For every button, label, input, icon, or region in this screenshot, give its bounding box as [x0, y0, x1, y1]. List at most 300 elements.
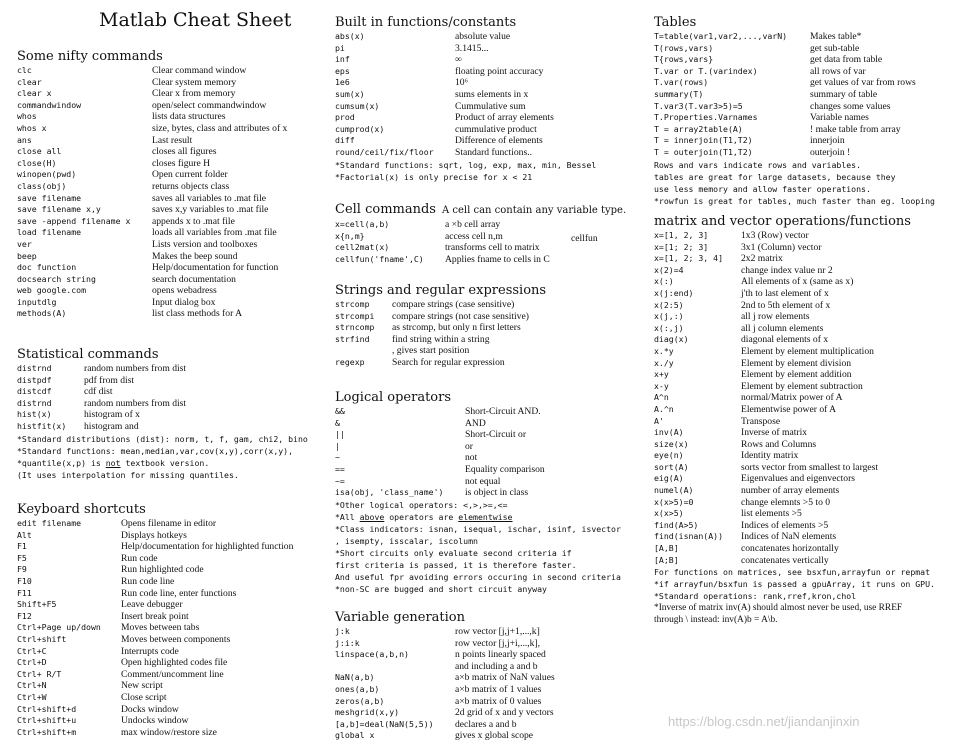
note-line: And useful fpr avoiding errors occuring in second criteria — [335, 571, 621, 582]
entry-command: isa(obj, 'class_name') — [335, 487, 444, 498]
entry-row — [17, 610, 189, 623]
note-line: use less memory and allow faster operations. — [654, 183, 871, 194]
entry-command: strcomp — [335, 299, 370, 309]
entry-command: T(rows,vars) — [654, 42, 714, 53]
entry-description: Interrupts code — [121, 645, 179, 657]
section-title: Cell commands A cell can contain any variable type. — [335, 202, 627, 217]
entry-description: a ×b cell array — [445, 219, 501, 230]
entry-description: Standard functions.. — [455, 146, 533, 158]
entry-command: ver — [17, 238, 32, 249]
entry-row — [17, 668, 224, 681]
entry-description: Run code line — [121, 575, 175, 587]
entry-command: eig(A) — [654, 473, 684, 484]
entry-row — [17, 680, 163, 692]
entry-command: diff — [335, 135, 355, 146]
entry-row — [17, 273, 236, 286]
section-builtin-functions — [335, 15, 596, 183]
entry-description: Run highlighted code — [121, 564, 204, 576]
entry-description: and including a and b — [455, 660, 538, 672]
entry-description: loads all variables from .mat file — [152, 227, 277, 239]
entry-row — [17, 134, 193, 147]
entry-description: Open current folder — [152, 169, 228, 181]
entry-description: Input dialog box — [152, 296, 216, 308]
entry-command: winopen(pwd) — [17, 169, 77, 180]
entry-description: Element by element subtraction — [741, 380, 863, 392]
entry-row — [654, 369, 935, 381]
entry-row — [17, 587, 237, 600]
entry-description: not equal — [465, 475, 501, 487]
note-line: *non-SC are bugged and short circuit anyway — [335, 583, 547, 594]
section-subtitle: A cell can contain any variable type. — [441, 205, 627, 216]
entry-description: change elemnts >5 to 0 — [741, 496, 831, 508]
entry-command: [A;B] — [654, 554, 679, 565]
entry-command: cumprod(x) — [335, 123, 385, 134]
entry-row — [17, 529, 187, 542]
entry-row — [654, 135, 935, 147]
entry-description: Applies fname to cells in C — [445, 253, 550, 265]
entry-command: T.var or T.(varindex) — [654, 65, 758, 76]
entry-command: Ctrl+D — [17, 657, 47, 668]
entry-command: edit filename — [17, 518, 82, 528]
entry-description: 3.1415... — [455, 42, 489, 54]
note-line: tables are great for large datasets, because they — [654, 171, 896, 182]
entry-command: distcdf — [17, 386, 52, 397]
entry-command: inv(A) — [654, 427, 684, 438]
entry-command: Ctrl+ R/T — [17, 668, 62, 679]
entry-row — [654, 147, 935, 159]
entry-command: NaN(a,b) — [335, 672, 375, 683]
entry-command: T.var(rows) — [654, 77, 709, 88]
entry-row — [335, 718, 517, 731]
entry-command: histfit(x) — [17, 420, 67, 431]
entry-description: diagonal elements of x — [741, 334, 829, 346]
entry-description: histogram and — [84, 420, 139, 432]
entry-row — [654, 392, 935, 404]
entry-row — [335, 406, 621, 418]
entry-row — [654, 89, 935, 101]
entry-row — [17, 633, 231, 646]
entry-row — [17, 398, 308, 410]
entry-command: x=cell(a,b) — [335, 219, 390, 229]
entry-command: save filename x,y — [17, 204, 101, 215]
entry-command: F5 — [17, 552, 27, 563]
entry-row — [17, 552, 158, 565]
entry-command: && — [335, 406, 345, 416]
entry-command: A' — [654, 415, 664, 426]
entry-row — [17, 657, 228, 669]
entry-description: size, bytes, class and attributes of x — [152, 122, 288, 134]
entry-description: Comment/uncomment line — [121, 668, 224, 680]
entry-description: all j row elements — [741, 311, 810, 323]
entry-description: compare strings (case sensitive) — [392, 299, 515, 310]
entry-description: returns objects class — [152, 180, 230, 192]
entry-row — [654, 112, 935, 124]
entry-description: is object in class — [465, 487, 529, 499]
entry-description: random numbers from dist — [84, 397, 187, 409]
entry-command: T = innerjoin(T1,T2) — [654, 135, 753, 146]
entry-description: Help/documentation for highlighted function — [121, 541, 294, 553]
entry-description: Element by element addition — [741, 369, 852, 381]
section-logical-operators — [335, 390, 621, 595]
entry-description: Last result — [152, 134, 193, 146]
entry-row — [17, 215, 235, 228]
entry-row — [17, 386, 308, 398]
entry-description: Short-Circuit or — [465, 429, 527, 441]
entry-description: Eigenvalues and eigenvectors — [741, 473, 856, 485]
entry-row — [654, 253, 935, 265]
entry-description: all rows of var — [810, 65, 866, 77]
entry-row — [654, 288, 935, 300]
entry-description: innerjoin — [810, 135, 845, 147]
entry-description: summary of table — [810, 88, 878, 100]
entry-row — [654, 230, 935, 242]
entry-description: 2d grid of x and y vectors — [455, 707, 554, 719]
entry-description: Equality comparison — [465, 463, 545, 475]
entry-description: row vector [j,j+i,...,k], — [455, 637, 541, 649]
entry-row — [335, 660, 538, 673]
entry-command: T = array2table(A) — [654, 123, 743, 134]
entry-row — [335, 418, 621, 430]
entry-description: list elements >5 — [741, 508, 802, 520]
entry-command: global x — [335, 730, 375, 741]
entry-command: x=[1; 2; 3] — [654, 241, 709, 252]
entry-description: declares a and b — [455, 718, 517, 730]
entry-row — [17, 421, 308, 433]
section-nifty-commands — [17, 49, 288, 320]
entry-command: Alt — [17, 529, 32, 540]
entry-row — [335, 135, 596, 147]
entry-description: a×b matrix of 1 values — [455, 683, 542, 695]
entry-row — [335, 43, 596, 55]
entry-row — [654, 531, 935, 543]
entry-description: Elementwise power of A — [741, 403, 837, 415]
entry-row — [17, 409, 308, 421]
entry-command: save -append filename x — [17, 215, 131, 226]
entry-command: T=table(var1,var2,...,varN) — [654, 31, 788, 41]
entry-row — [17, 363, 308, 375]
entry-description: sorts vector from smallest to largest — [741, 461, 879, 473]
entry-command: clear x — [17, 88, 52, 99]
entry-row — [654, 124, 935, 136]
entry-description: Opens filename in editor — [121, 518, 217, 529]
entry-description: Clear x from memory — [152, 88, 236, 100]
entry-row — [335, 101, 596, 113]
entry-command: x.*y — [654, 345, 674, 356]
entry-description: row vector [j,j+1,...,k] — [455, 626, 540, 637]
entry-description: floating point accuracy — [455, 65, 544, 77]
entry-command: numel(A) — [654, 485, 694, 496]
entry-command: x-y — [654, 380, 669, 391]
entry-row — [17, 375, 308, 387]
entry-command: zeros(a,b) — [335, 695, 385, 706]
entry-description: or — [465, 440, 473, 452]
note-line: first criteria is passed, it is therefore faster. — [335, 559, 577, 570]
entry-row — [17, 691, 167, 704]
section-title: Variable generation — [335, 610, 465, 625]
entry-row — [17, 122, 288, 135]
entry-row — [17, 180, 230, 193]
entry-row — [17, 146, 217, 158]
entry-command: class(obj) — [17, 180, 67, 191]
section-matrix-vector — [654, 214, 935, 626]
entry-description: 1x3 (Row) vector — [741, 230, 809, 241]
entry-row — [654, 508, 935, 520]
entry-command: j:i:k — [335, 637, 360, 648]
entry-description: Indices of NaN elements — [741, 531, 837, 543]
entry-description: Help/documentation for function — [152, 262, 279, 274]
entry-description: Undocks window — [121, 715, 189, 727]
entry-description: get sub-table — [810, 42, 860, 54]
entry-command: x(2)=4 — [654, 264, 684, 275]
entry-command: eye(n) — [654, 450, 684, 461]
entry-row — [17, 111, 226, 123]
entry-description: closes figure H — [152, 157, 211, 169]
entry-command: 1e6 — [335, 77, 350, 88]
entry-command: beep — [17, 250, 37, 261]
entry-description: histogram of x — [84, 409, 140, 421]
entry-description: absolute value — [455, 31, 511, 42]
entry-row — [17, 541, 294, 553]
entry-description: number of array elements — [741, 485, 840, 497]
note-line: (It uses interpolation for missing quantiles. — [17, 469, 239, 480]
section-title: Some nifty commands — [17, 49, 163, 64]
entry-command: & — [335, 417, 340, 428]
entry-row — [335, 299, 546, 311]
entry-command: prod — [335, 112, 355, 123]
entry-command: meshgrid(x,y) — [335, 707, 400, 718]
entry-row — [17, 296, 216, 309]
note-line: *Standard distributions (dist): norm, t, f, gam, chi2, bino — [17, 433, 308, 444]
entry-description: saves all variables to .mat file — [152, 192, 267, 204]
entry-description: Cummulative sum — [455, 100, 526, 112]
entry-row — [17, 250, 238, 263]
entry-command: round/ceil/fix/floor — [335, 146, 434, 157]
entry-description: normal/Matrix power of A — [741, 392, 843, 404]
entry-command: diag(x) — [654, 334, 689, 345]
entry-row — [335, 66, 596, 78]
entry-description: access cell n,m — [445, 230, 503, 242]
entry-command: close all — [17, 146, 62, 157]
entry-command: Ctrl+N — [17, 680, 47, 691]
entry-description: concatenates vertically — [741, 554, 829, 566]
entry-command: [a,b]=deal(NaN(5,5)) — [335, 718, 434, 729]
entry-row — [654, 43, 935, 55]
entry-row — [17, 285, 217, 297]
entry-description: saves x,y variables to .mat file — [152, 204, 269, 216]
entry-description: concatenates horizontally — [741, 543, 839, 555]
entry-row — [335, 683, 542, 696]
entry-command: cumsum(x) — [335, 100, 380, 111]
entry-row — [335, 124, 596, 136]
entry-description: opens webadress — [152, 285, 217, 297]
entry-row — [17, 65, 247, 77]
entry-row — [654, 497, 935, 509]
entry-description: Leave debugger — [121, 599, 183, 611]
entry-description: Close script — [121, 691, 167, 703]
entry-command: == — [335, 463, 345, 474]
entry-row — [17, 645, 179, 658]
entry-description: Product of array elements — [455, 112, 554, 124]
entry-row — [17, 169, 228, 181]
entry-description: Inverse of matrix — [741, 427, 808, 439]
entry-command: summary(T) — [654, 88, 704, 99]
entry-description: Open highlighted codes file — [121, 657, 228, 669]
entry-command: x{n,m} — [335, 230, 365, 241]
entry-row — [654, 450, 935, 462]
entry-description: all j column elements — [741, 322, 824, 334]
entry-command: hist(x) — [17, 409, 52, 420]
entry-description: change index value nr 2 — [741, 264, 833, 276]
entry-description: Indices of elements >5 — [741, 519, 829, 531]
entry-description: Insert break point — [121, 610, 189, 622]
entry-command: web google.com — [17, 285, 87, 296]
entry-command: eps — [335, 65, 350, 76]
entry-row — [654, 323, 935, 335]
entry-row — [654, 54, 935, 66]
entry-description: cdf dist — [84, 386, 113, 398]
note-line: *Class indicators: isnan, isequal, ischar, isinf, isvector — [335, 523, 621, 534]
entry-description: find string within a string — [392, 333, 490, 345]
entry-command: T = outerjoin(T1,T2) — [654, 146, 753, 157]
section-cell-commands — [335, 202, 626, 265]
section-tables — [654, 15, 935, 207]
entry-command: inputdlg — [17, 296, 57, 307]
entry-row — [654, 242, 935, 254]
entry-command: x(x>5) — [654, 508, 684, 519]
entry-command: sort(A) — [654, 461, 689, 472]
entry-description: gives x global scope — [455, 730, 534, 742]
entry-description: Makes the beep sound — [152, 250, 238, 262]
watermark-url: https://blog.csdn.net/jiandanjinxin — [668, 714, 860, 729]
entry-description: Lists version and toolboxes — [152, 238, 258, 250]
entry-command: x(:,j) — [654, 322, 684, 333]
entry-description: Difference of elements — [455, 135, 543, 147]
entry-row — [17, 575, 175, 588]
entry-command: ~= — [335, 475, 345, 486]
entry-command: F12 — [17, 610, 32, 621]
entry-description: outerjoin ! — [810, 146, 851, 158]
entry-row — [335, 452, 621, 464]
entry-command: x+y — [654, 369, 669, 380]
entry-description: appends x to .mat file — [152, 215, 235, 227]
entry-row — [335, 345, 546, 357]
cellfun-side-label: cellfun — [571, 233, 598, 244]
entry-row — [335, 89, 596, 101]
section-title: Tables — [654, 15, 697, 30]
entry-command: T.var3(T.var3>5)=5 — [654, 100, 743, 111]
entry-row — [654, 543, 935, 555]
entry-command: save filename — [17, 192, 82, 203]
entry-row — [654, 462, 935, 474]
entry-command: distrnd — [17, 363, 52, 373]
entry-command: whos — [17, 111, 37, 122]
entry-command: cellfun('fname',C) — [335, 253, 424, 264]
entry-command: find(A>5) — [654, 519, 699, 530]
entry-description: sums elements in x — [455, 88, 529, 100]
note-line: Rows and vars indicate rows and variables. — [654, 159, 862, 170]
note-line: *All above operators are elementwise — [335, 511, 513, 522]
entry-row — [17, 703, 179, 716]
entry-command: Ctrl+shift+u — [17, 715, 77, 726]
entry-command: x(:) — [654, 276, 674, 287]
entry-row — [654, 404, 935, 416]
entry-description: Element by element multiplication — [741, 345, 874, 357]
entry-command: abs(x) — [335, 31, 365, 41]
entry-row — [17, 192, 267, 205]
entry-command: strcompi — [335, 310, 375, 321]
entry-description: Rows and Columns — [741, 438, 817, 450]
entry-row — [17, 564, 204, 576]
note-line: *Inverse of matrix inv(A) should almost never be used, use RREF — [654, 603, 903, 614]
entry-command: Ctrl+shift+d — [17, 703, 77, 714]
section-strings — [335, 283, 546, 369]
section-title: Logical operators — [335, 390, 452, 405]
entry-row — [335, 637, 541, 650]
entry-row — [17, 238, 258, 251]
entry-command: [A,B] — [654, 543, 679, 554]
note-line: *quantile(x,p) is not textbook version. — [17, 457, 210, 468]
entry-description: Variable names — [810, 112, 869, 124]
entry-row — [654, 358, 935, 370]
entry-command: load filename — [17, 227, 82, 238]
entry-row — [17, 76, 237, 89]
entry-row — [17, 204, 269, 216]
entry-description: All elements of x (same as x) — [741, 276, 854, 288]
entry-row — [335, 707, 554, 719]
entry-command: cell2mat(x) — [335, 242, 390, 253]
note-line: *Standard operations: rank,rref,kron,chol — [654, 591, 857, 602]
entry-description: open/select commandwindow — [152, 99, 267, 111]
entry-description: ! make table from array — [810, 123, 901, 135]
entry-description: Run code — [121, 552, 158, 564]
entry-command: Shift+F5 — [17, 599, 57, 610]
entry-description: transforms cell to matrix — [445, 242, 540, 254]
entry-row — [17, 88, 236, 100]
note-line: through \ instead: inv(A)b = A\b. — [654, 615, 778, 626]
entry-row — [335, 464, 621, 476]
entry-command: | — [335, 440, 340, 451]
entry-row — [335, 476, 621, 488]
entry-description: as strcomp, but only n first letters — [392, 322, 521, 334]
entry-description: Moves between components — [121, 633, 231, 645]
entry-description: Short-Circuit AND. — [465, 406, 541, 417]
entry-command: sum(x) — [335, 88, 365, 99]
entry-description: max window/restore size — [121, 726, 217, 738]
entry-row — [335, 730, 534, 742]
note-line: *Standard functions: sqrt, log, exp, max, min, Bessel — [335, 159, 597, 170]
entry-description: Identity matrix — [741, 450, 799, 462]
entry-command: Ctrl+C — [17, 645, 47, 656]
entry-row — [17, 715, 189, 727]
entry-description: , gives start position — [392, 345, 470, 357]
entry-description: j'th to last element of x — [741, 287, 829, 299]
entry-row — [335, 254, 626, 266]
section-title: Keyboard shortcuts — [17, 502, 146, 517]
entry-row — [17, 227, 277, 239]
entry-row — [17, 518, 217, 530]
entry-description: compare strings (not case sensitive) — [392, 310, 529, 322]
entry-command: x(x>5)=0 — [654, 496, 694, 507]
entry-command: pi — [335, 42, 345, 53]
entry-row — [654, 555, 935, 567]
note-line: , isempty, isscalar, iscolumn — [335, 535, 478, 546]
entry-row — [335, 441, 621, 453]
entry-row — [335, 322, 546, 334]
entry-command: T.Properties.Varnames — [654, 112, 758, 123]
entry-command: commandwindow — [17, 99, 82, 110]
entry-row — [335, 672, 555, 684]
entry-description: 2x2 matrix — [741, 253, 783, 265]
